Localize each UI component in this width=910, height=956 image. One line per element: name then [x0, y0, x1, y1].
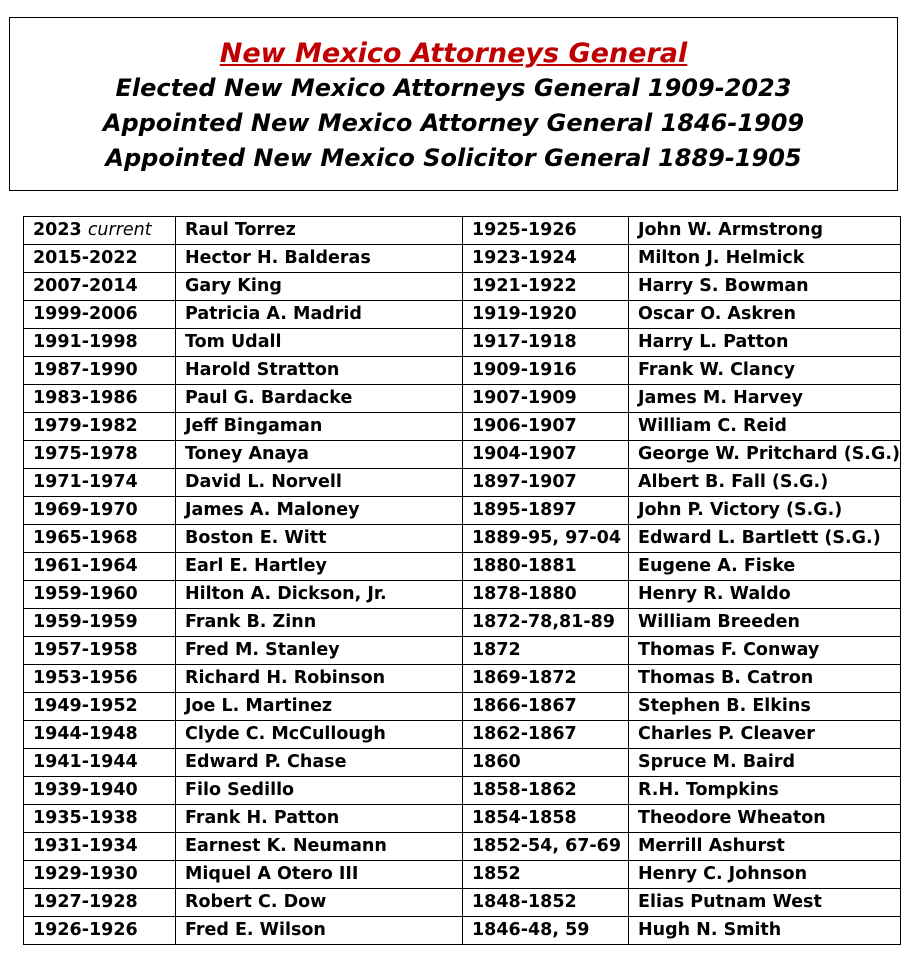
term-years: 1897-1907: [472, 472, 577, 492]
table-row: [24, 637, 901, 665]
attorney-name-cell: [176, 777, 463, 805]
term-years: 1983-1986: [33, 388, 138, 408]
term-years: 1957-1958: [33, 640, 138, 660]
term-years-cell: [463, 441, 629, 469]
term-years: 1931-1934: [33, 836, 138, 856]
term-years: 1935-1938: [33, 808, 138, 828]
attorney-name-cell: [176, 413, 463, 441]
term-years: 1880-1881: [472, 556, 577, 576]
term-years-cell: [463, 525, 629, 553]
attorney-name-cell: [176, 273, 463, 301]
attorney-name-cell: [176, 833, 463, 861]
term-years-cell: [463, 273, 629, 301]
attorney-name: Robert C. Dow: [185, 892, 327, 912]
attorney-name-cell: [629, 441, 901, 469]
term-years: 1904-1907: [472, 444, 577, 464]
attorney-name: Stephen B. Elkins: [638, 696, 811, 716]
attorney-name-cell: [629, 721, 901, 749]
attorney-name-cell: [176, 469, 463, 497]
attorney-name: John W. Armstrong: [638, 220, 823, 240]
attorney-name: Albert B. Fall (S.G.): [638, 472, 829, 492]
term-years: 1953-1956: [33, 668, 138, 688]
subtitle-appointed-ag: Appointed New Mexico Attorney General 1846-1909: [102, 109, 805, 137]
term-years: 1987-1990: [33, 360, 138, 380]
attorney-name: Hugh N. Smith: [638, 920, 782, 940]
term-years: 1923-1924: [472, 248, 577, 268]
attorney-name: Clyde C. McCullough: [185, 724, 386, 744]
attorney-name-cell: [176, 861, 463, 889]
attorney-name-cell: [176, 441, 463, 469]
attorney-name: William C. Reid: [638, 416, 787, 436]
table-row: [24, 889, 901, 917]
attorney-name: Paul G. Bardacke: [185, 388, 353, 408]
attorney-name: Fred E. Wilson: [185, 920, 326, 940]
term-years-cell: [24, 273, 176, 301]
attorney-name: Spruce M. Baird: [638, 752, 796, 772]
term-years: 1878-1880: [472, 584, 577, 604]
attorney-name: Joe L. Martinez: [185, 696, 333, 716]
attorney-name: Charles P. Cleaver: [638, 724, 815, 744]
attorney-name: Filo Sedillo: [185, 780, 295, 800]
term-years-cell: [24, 469, 176, 497]
term-years: 1846-48, 59: [472, 920, 590, 940]
term-years-cell: [463, 665, 629, 693]
attorney-name: Earl E. Hartley: [185, 556, 327, 576]
term-years: 1848-1852: [472, 892, 577, 912]
attorney-name-cell: [629, 497, 901, 525]
attorney-name-cell: [176, 889, 463, 917]
attorney-name: Frank B. Zinn: [185, 612, 317, 632]
term-years-cell: [24, 497, 176, 525]
term-years: 1921-1922: [472, 276, 577, 296]
term-years: 1906-1907: [472, 416, 577, 436]
term-years: 1965-1968: [33, 528, 138, 548]
term-years: 1959-1960: [33, 584, 138, 604]
term-years: 1909-1916: [472, 360, 577, 380]
table-row: [24, 357, 901, 385]
attorney-name: Gary King: [185, 276, 282, 296]
term-years: 1917-1918: [472, 332, 577, 352]
attorney-name: Edward L. Bartlett (S.G.): [638, 528, 881, 548]
term-years-cell: [24, 805, 176, 833]
term-years: 1969-1970: [33, 500, 138, 520]
attorney-name-cell: [176, 665, 463, 693]
attorney-name: Harry S. Bowman: [638, 276, 809, 296]
term-years: 1944-1948: [33, 724, 138, 744]
attorney-name-cell: [176, 609, 463, 637]
attorney-name: George W. Pritchard (S.G.): [638, 444, 900, 464]
attorney-name: Miquel A Otero III: [185, 864, 359, 884]
attorney-name-cell: [629, 693, 901, 721]
attorney-name: James A. Maloney: [185, 500, 360, 520]
term-years-cell: [24, 441, 176, 469]
term-years-cell: [24, 693, 176, 721]
term-years-cell: [24, 301, 176, 329]
term-years-cell: [463, 637, 629, 665]
attorney-name: Fred M. Stanley: [185, 640, 340, 660]
term-years: 1866-1867: [472, 696, 577, 716]
attorney-name-cell: [629, 833, 901, 861]
attorney-name-cell: [629, 413, 901, 441]
table-row: [24, 497, 901, 525]
attorney-name-cell: [176, 581, 463, 609]
term-years-cell: [24, 833, 176, 861]
term-years-cell: [24, 609, 176, 637]
term-years-cell: [24, 889, 176, 917]
attorney-name: James M. Harvey: [638, 388, 803, 408]
term-years: 1991-1998: [33, 332, 138, 352]
term-years-cell: [24, 581, 176, 609]
table-row: [24, 581, 901, 609]
term-years-cell: [463, 917, 629, 945]
term-years-cell: [24, 777, 176, 805]
attorney-name: Milton J. Helmick: [638, 248, 805, 268]
term-years-cell: [24, 749, 176, 777]
term-years: 1860: [472, 752, 521, 772]
term-years: 1925-1926: [472, 220, 577, 240]
attorney-name: Frank W. Clancy: [638, 360, 795, 380]
term-years-cell: [463, 217, 629, 245]
term-years: 1999-2006: [33, 304, 138, 324]
table-body: [24, 217, 901, 945]
attorney-name-cell: [629, 469, 901, 497]
attorney-name: Toney Anaya: [185, 444, 309, 464]
term-years: 1941-1944: [33, 752, 138, 772]
term-years: 2007-2014: [33, 276, 138, 296]
table-row: [24, 385, 901, 413]
attorney-name-cell: [176, 693, 463, 721]
term-years-cell: [463, 245, 629, 273]
table-row: [24, 861, 901, 889]
term-years-cell: [24, 861, 176, 889]
attorney-name-cell: [629, 637, 901, 665]
term-years-cell: [463, 889, 629, 917]
term-years: 1869-1872: [472, 668, 577, 688]
attorney-name: Hector H. Balderas: [185, 248, 371, 268]
table-row: [24, 329, 901, 357]
term-years: 1929-1930: [33, 864, 138, 884]
term-years-cell: [463, 553, 629, 581]
subtitle-appointed-sg: Appointed New Mexico Solicitor General 1889-1905: [105, 144, 802, 172]
attorney-name-cell: [176, 637, 463, 665]
attorney-name: John P. Victory (S.G.): [638, 500, 843, 520]
attorney-name-cell: [176, 385, 463, 413]
attorney-name: William Breeden: [638, 612, 800, 632]
term-years: 1858-1862: [472, 780, 577, 800]
table-row: [24, 833, 901, 861]
attorney-name-cell: [629, 889, 901, 917]
term-years: 1872: [472, 640, 521, 660]
term-years-cell: [24, 217, 176, 245]
attorney-name-cell: [629, 245, 901, 273]
term-years: 1979-1982: [33, 416, 138, 436]
attorney-name: Raul Torrez: [185, 220, 296, 240]
attorney-name: R.H. Tompkins: [638, 780, 779, 800]
term-years-cell: [463, 721, 629, 749]
term-years-cell: [463, 777, 629, 805]
table-row: [24, 469, 901, 497]
table-row: [24, 777, 901, 805]
title-box: [9, 17, 898, 191]
attorney-name: Richard H. Robinson: [185, 668, 386, 688]
page-title: New Mexico Attorneys General: [219, 38, 688, 69]
term-years: 1852: [472, 864, 521, 884]
current-marker: current: [87, 220, 152, 240]
attorney-name-cell: [176, 497, 463, 525]
term-years-cell: [24, 329, 176, 357]
term-years: 1852-54, 67-69: [472, 836, 622, 856]
term-years: 1907-1909: [472, 388, 577, 408]
term-years-cell: [463, 357, 629, 385]
term-years-cell: [463, 469, 629, 497]
attorney-name-cell: [629, 301, 901, 329]
attorney-name-cell: [629, 525, 901, 553]
attorney-name-cell: [629, 609, 901, 637]
subtitle-elected: Elected New Mexico Attorneys General 1909-2023: [115, 74, 792, 102]
attorney-name-cell: [176, 357, 463, 385]
term-years: 1872-78,81-89: [472, 612, 615, 632]
attorney-name: Theodore Wheaton: [638, 808, 826, 828]
term-years: 1961-1964: [33, 556, 138, 576]
attorney-name: Boston E. Witt: [185, 528, 327, 548]
attorney-name: Hilton A. Dickson, Jr.: [185, 584, 387, 604]
attorney-name: Harold Stratton: [185, 360, 340, 380]
attorney-name: Eugene A. Fiske: [638, 556, 796, 576]
term-years: 1975-1978: [33, 444, 138, 464]
attorney-name: Jeff Bingaman: [185, 416, 323, 436]
term-years-cell: [463, 385, 629, 413]
term-years: 1926-1926: [33, 920, 138, 940]
table-row: [24, 721, 901, 749]
table-row: [24, 301, 901, 329]
attorney-name-cell: [629, 805, 901, 833]
term-years-cell: [463, 861, 629, 889]
attorney-name-cell: [176, 721, 463, 749]
term-years-cell: [24, 553, 176, 581]
term-years-cell: [24, 525, 176, 553]
term-years-cell: [463, 805, 629, 833]
attorney-name: Tom Udall: [185, 332, 282, 352]
term-years-cell: [463, 301, 629, 329]
term-years-cell: [463, 329, 629, 357]
attorney-name-cell: [629, 273, 901, 301]
term-years: 1889-95, 97-04: [472, 528, 622, 548]
term-years: 1862-1867: [472, 724, 577, 744]
attorney-name: Earnest K. Neumann: [185, 836, 387, 856]
attorney-name: Thomas B. Catron: [638, 668, 814, 688]
attorney-name-cell: [176, 749, 463, 777]
attorney-name: Henry R. Waldo: [638, 584, 791, 604]
term-years: 2023: [33, 220, 82, 240]
attorney-name-cell: [629, 385, 901, 413]
attorneys-general-table: [23, 216, 901, 945]
attorney-name-cell: [176, 805, 463, 833]
attorney-name-cell: [629, 749, 901, 777]
term-years: 1949-1952: [33, 696, 138, 716]
attorney-name-cell: [629, 329, 901, 357]
attorney-name-cell: [629, 917, 901, 945]
attorney-name-cell: [629, 581, 901, 609]
attorney-name-cell: [176, 217, 463, 245]
table-row: [24, 917, 901, 945]
table-row: [24, 749, 901, 777]
attorney-name-cell: [629, 357, 901, 385]
attorney-name-cell: [176, 553, 463, 581]
table-row: [24, 553, 901, 581]
table-row: [24, 273, 901, 301]
attorney-name: Harry L. Patton: [638, 332, 789, 352]
term-years: 1939-1940: [33, 780, 138, 800]
attorney-name-cell: [176, 329, 463, 357]
attorney-name-cell: [176, 245, 463, 273]
table-row: [24, 413, 901, 441]
term-years: 2015-2022: [33, 248, 138, 268]
table-row: [24, 441, 901, 469]
term-years-cell: [24, 357, 176, 385]
term-years-cell: [463, 833, 629, 861]
term-years: 1959-1959: [33, 612, 138, 632]
attorney-name: Patricia A. Madrid: [185, 304, 362, 324]
table-row: [24, 525, 901, 553]
term-years-cell: [24, 413, 176, 441]
term-years-cell: [24, 245, 176, 273]
term-years-cell: [24, 385, 176, 413]
attorney-name: David L. Norvell: [185, 472, 342, 492]
term-years: 1919-1920: [472, 304, 577, 324]
attorney-name: Edward P. Chase: [185, 752, 347, 772]
attorney-name: Henry C. Johnson: [638, 864, 808, 884]
term-years-cell: [24, 917, 176, 945]
term-years-cell: [463, 497, 629, 525]
table-row: [24, 245, 901, 273]
attorney-name-cell: [629, 665, 901, 693]
term-years-cell: [463, 581, 629, 609]
attorney-name-cell: [176, 301, 463, 329]
attorney-name: Frank H. Patton: [185, 808, 340, 828]
table-row: [24, 693, 901, 721]
term-years: 1927-1928: [33, 892, 138, 912]
table-row: [24, 665, 901, 693]
term-years-cell: [463, 413, 629, 441]
attorney-name-cell: [176, 525, 463, 553]
attorney-name: Thomas F. Conway: [638, 640, 820, 660]
term-years-cell: [463, 609, 629, 637]
attorney-name-cell: [629, 553, 901, 581]
term-years-cell: [463, 749, 629, 777]
attorney-name: Oscar O. Askren: [638, 304, 796, 324]
attorney-name-cell: [629, 777, 901, 805]
attorney-name-cell: [629, 217, 901, 245]
attorney-name: Elias Putnam West: [638, 892, 822, 912]
term-years: 1971-1974: [33, 472, 138, 492]
term-years-cell: [24, 665, 176, 693]
table-row: [24, 217, 901, 245]
attorney-name-cell: [176, 917, 463, 945]
term-years-cell: [463, 693, 629, 721]
term-years: 1854-1858: [472, 808, 577, 828]
term-years-cell: [24, 637, 176, 665]
term-years-cell: [24, 721, 176, 749]
table-row: [24, 805, 901, 833]
term-years: 1895-1897: [472, 500, 577, 520]
attorney-name: Merrill Ashurst: [638, 836, 785, 856]
attorney-name-cell: [629, 861, 901, 889]
table-row: [24, 609, 901, 637]
